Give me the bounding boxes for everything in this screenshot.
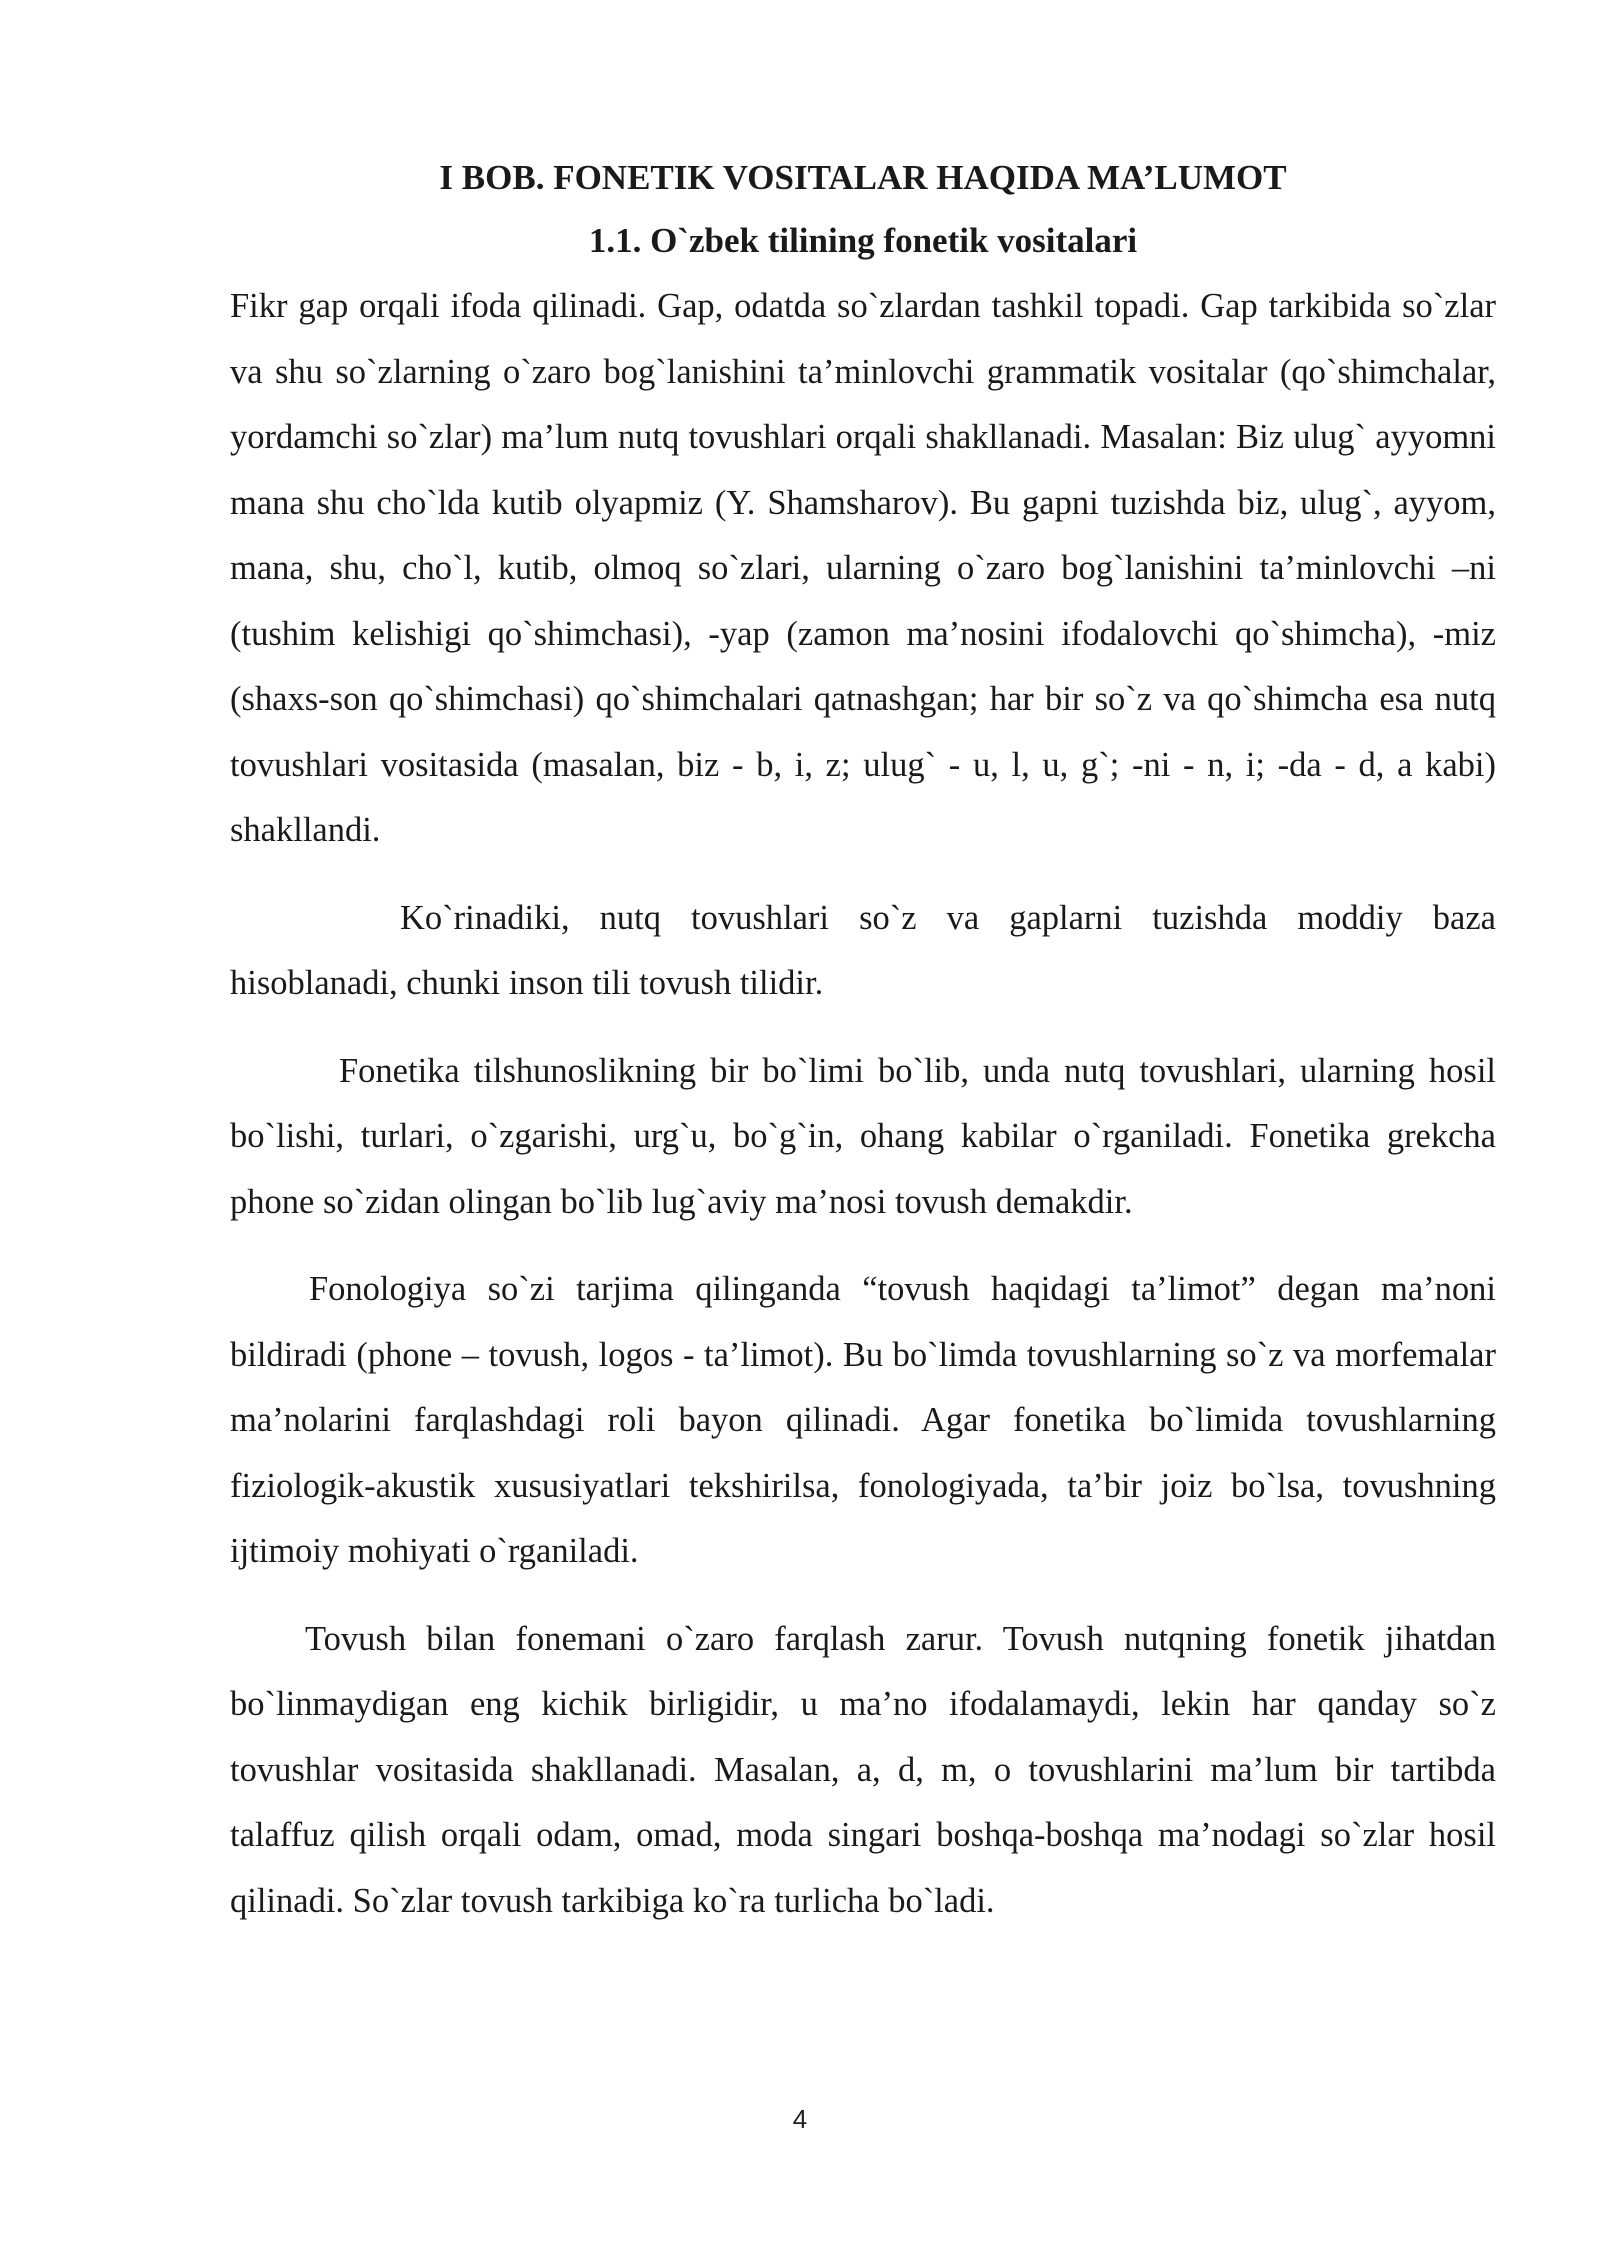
paragraph-5: Tovush bilan fonemani o`zaro farqlash zarur. Tovush nutqning fonetik jihatdan bo`linmaydigan eng kichik birligidir, u ma’no ifodalamaydi, lekin har qanday so`z tovushlar vositasida shakllanadi. Masalan, a, d, m, o tovushlarini ma’lum bir tartibda talaffuz qilish orqali odam, omad, moda singari boshqa-boshqa ma’nodagi so`zlar hosil qilinadi. So`zlar tovush tarkibiga ko`ra turlicha bo`ladi. [230,1619,1496,1920]
section-title: 1.1. O`zbek tilining fonetik vositalari [588,221,1138,260]
page-number: 4 [792,2104,808,2134]
paragraph-2: Ko`rinadiki, nutq tovushlari so`z va gaplarni tuzishda moddiy baza hisoblanadi, chunki inson tili tovush tilidir. [230,898,1496,1002]
page-content [230,148,1496,1934]
paragraph-4: Fonologiya so`zi tarjima qilinganda “tovush haqidagi ta’limot” degan ma’noni bildiradi (phone – tovush, logos - ta’limot). Bu bo`limda tovushlarning so`z va morfemalar ma’nolarini farqlashdagi roli bayon qilinadi. Agar fonetika bo`limida tovushlarning fiziologik-akustik xususiyatlari tekshirilsa, fonologiyada, ta’bir joiz bo`lsa, tovushning ijtimoiy mohiyati o`rganiladi. [230,1270,1496,1570]
paragraph-1: Fikr gap orqali ifoda qilinadi. Gap, odatda so`zlardan tashkil topadi. Gap tarkibida so`zlar va shu so`zlarning o`zaro bog`lanishini ta’minlovchi grammatik vositalar (qo`shimchalar, yordamchi so`zlar) ma’lum nutq tovushlari orqali shakllanadi. Masalan: Biz ulug` ayyomni mana shu cho`lda kutib olyapmiz (Y. Shamsharov). Bu gapni tuzishda biz, ulug`, ayyom, mana, shu, cho`l, kutib, olmoq so`zlari, ularning o`zaro bog`lanishini ta’minlovchi –ni (tushim kelishigi qo`shimchasi), -yap (zamon ma’nosini ifodalovchi qo`shimcha), -miz (shaxs-son qo`shimchasi) qo`shimchalari qatnashgan; har bir so`z va qo`shimcha esa nutq tovushlari vositasida (masalan, biz - b, i, z; ulug` - u, l, u, g`; -ni - n, i; -da - d, a kabi) shakllandi. [230,287,1496,849]
paragraph-3: Fonetika tilshunoslikning bir bo`limi bo`lib, unda nutq tovushlari, ularning hosil bo`lishi, turlari, o`zgarishi, urg`u, bo`g`in, ohang kabilar o`rganiladi. Fonetika grekcha phone so`zidan olingan bo`lib lug`aviy ma’nosi tovush demakdir. [230,1051,1496,1221]
chapter-title: I BOB. FONETIK VOSITALAR HAQIDA MA’LUMOT [439,158,1287,197]
